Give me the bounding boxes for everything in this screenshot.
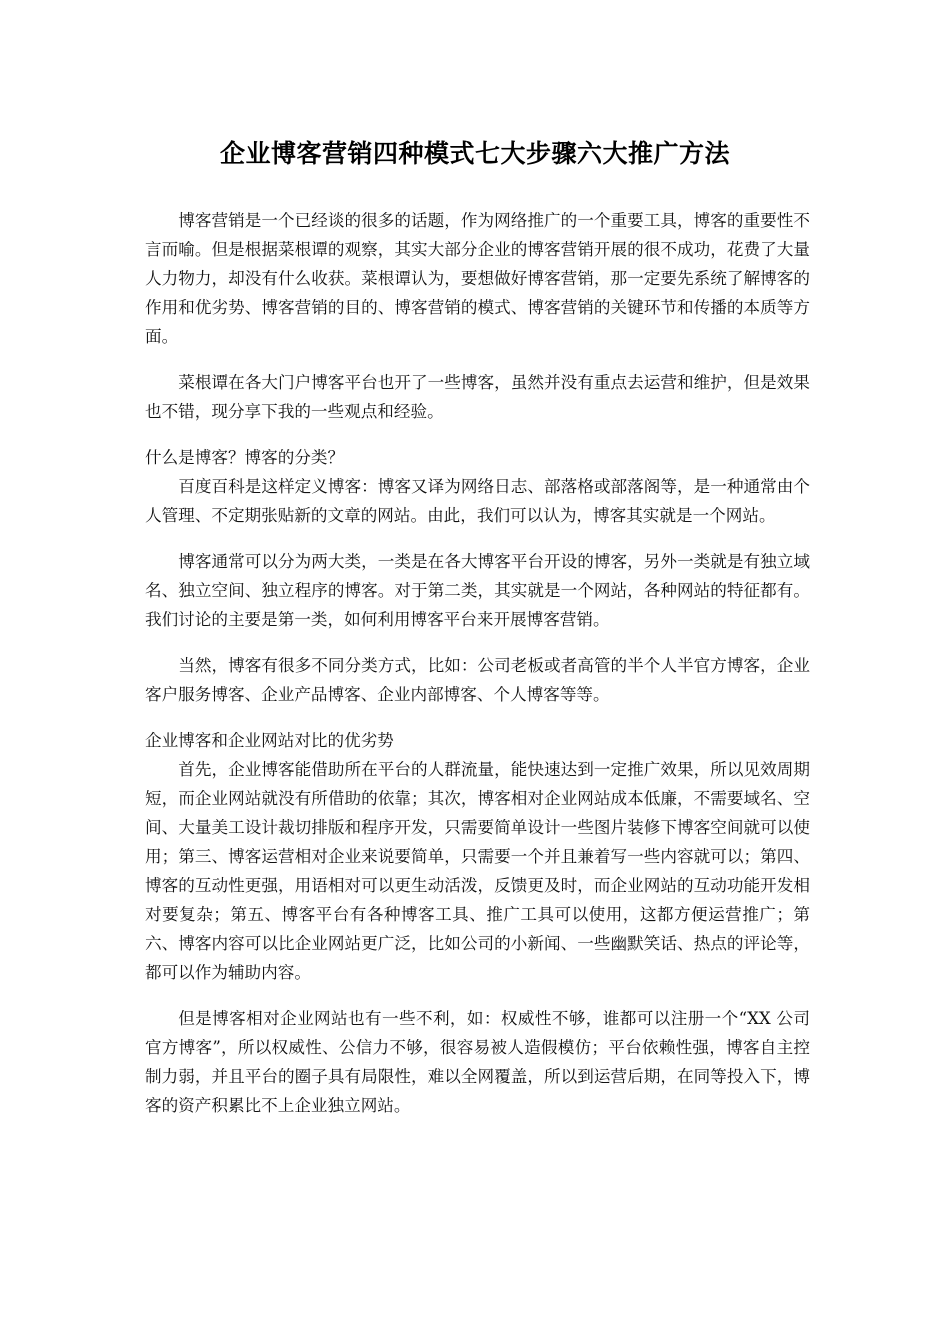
paragraph-intro: 博客营销是一个已经谈的很多的话题，作为网络推广的一个重要工具，博客的重要性不言而喻。但是根据菜根谭的观察，其实大部分企业的博客营销开展的很不成功，花费了大量人力物力，却没有什么收获。菜根谭认为，要想做好博客营销，那一定要先系统了解博客的作用和优劣势、博客营销的目的、博客营销的模式、博客营销的关键环节和传播的本质等方面。 (145, 211, 810, 346)
section-heading-comparison: 企业博客和企业网站对比的优劣势 (145, 731, 394, 750)
paragraph-disadvantages: 但是博客相对企业网站也有一些不利，如：权威性不够，谁都可以注册一个“XX 公司官方博客”，所以权威性、公信力不够，很容易被人造假模仿；平台依赖性强，博客自主控制力弱，并且平台的圈子具有局限性，难以全网覆盖，所以到运营后期，在同等投入下，博客的资产积累比不上企业独立网站。 (145, 1009, 810, 1115)
paragraph-two-types: 博客通常可以分为两大类，一类是在各大博客平台开设的博客，另外一类就是有独立域名、独立空间、独立程序的博客。对于第二类，其实就是一个网站，各种网站的特征都有。我们讨论的主要是第一类，如何利用博客平台来开展博客营销。 (145, 552, 810, 629)
paragraph-classification: 当然，博客有很多不同分类方式，比如：公司老板或者高管的半个人半官方博客，企业客户服务博客、企业产品博客、企业内部博客、个人博客等等。 (145, 656, 810, 704)
document-title: 企业博客营销四种模式七大步骤六大推广方法 (219, 139, 730, 168)
document-body (145, 206, 810, 1137)
paragraph-author-note: 菜根谭在各大门户博客平台也开了一些博客，虽然并没有重点去运营和维护，但是效果也不错，现分享下我的一些观点和经验。 (145, 373, 810, 421)
section-heading-what-is-blog: 什么是博客？博客的分类？ (145, 448, 345, 467)
paragraph-definition: 百度百科是这样定义博客：博客又译为网络日志、部落格或部落阁等，是一种通常由个人管理、不定期张贴新的文章的网站。由此，我们可以认为，博客其实就是一个网站。 (145, 477, 810, 525)
paragraph-advantages: 首先，企业博客能借助所在平台的人群流量，能快速达到一定推广效果，所以见效周期短，而企业网站就没有所借助的依靠；其次，博客相对企业网站成本低廉，不需要域名、空间、大量美工设计裁切排版和程序开发，只需要简单设计一些图片装修下博客空间就可以使用；第三、博客运营相对企业来说要简单，只需要一个并且兼着写一些内容就可以；第四、博客的互动性更强，用语相对可以更生动活泼，反馈更及时，而企业网站的互动功能开发相对要复杂；第五、博客平台有各种博客工具、推广工具可以使用，这都方便运营推广；第六、博客内容可以比企业网站更广泛，比如公司的小新闻、一些幽默笑话、热点的评论等，都可以作为辅助内容。 (145, 760, 810, 982)
